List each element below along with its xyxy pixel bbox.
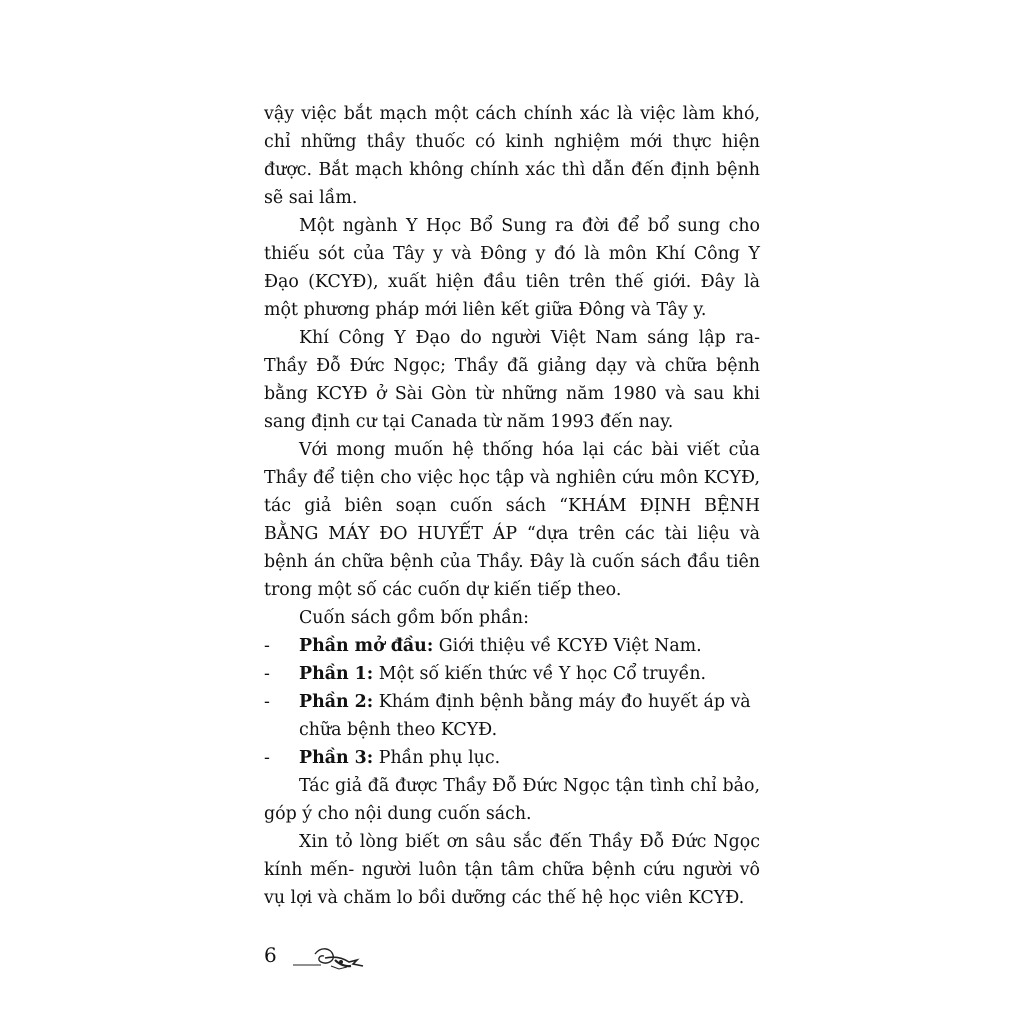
list-item (264, 688, 760, 716)
list-item (264, 660, 760, 688)
text-line: một phương pháp mới liên kết giữa Đông và Tây y. (264, 300, 707, 320)
part-label: Phần mở đầu: (299, 636, 434, 656)
book-page-text (264, 100, 760, 912)
text-line: Một ngành Y Học Bổ Sung ra đời để bổ sung cho (299, 216, 760, 236)
text-line: Khí Công Y Đạo do người Việt Nam sáng lập ra- (299, 328, 760, 348)
text-line: Cuốn sách gồm bốn phần: (299, 608, 529, 628)
part-text: chữa bệnh theo KCYĐ. (299, 720, 498, 740)
list-dash: - (264, 692, 270, 712)
part-text: Một số kiến thức về Y học Cổ truyền. (373, 664, 707, 684)
page-footer (264, 938, 369, 972)
list-item (264, 632, 760, 660)
text-line: góp ý cho nội dung cuốn sách. (264, 804, 532, 824)
text-line: vậy việc bắt mạch một cách chính xác là việc làm khó, (264, 104, 760, 124)
text-line: Xin tỏ lòng biết ơn sâu sắc đến Thầy Đỗ Đức Ngọc (299, 832, 760, 852)
text-line: Tác giả đã được Thầy Đỗ Đức Ngọc tận tình chỉ bảo, (299, 776, 760, 796)
text-line: bệnh án chữa bệnh của Thầy. Đây là cuốn sách đầu tiên (264, 552, 760, 572)
text-line: trong một số các cuốn dự kiến tiếp theo. (264, 580, 622, 600)
list-item (264, 744, 760, 772)
text-line: vụ lợi và chăm lo bồi dưỡng các thế hệ học viên KCYĐ. (264, 888, 745, 908)
list-item-continuation (264, 716, 760, 744)
text-line: được. Bắt mạch không chính xác thì dẫn đến định bệnh (264, 160, 760, 180)
text-line: bằng KCYĐ ở Sài Gòn từ những năm 1980 và sau khi (264, 384, 760, 404)
part-text: Phần phụ lục. (373, 748, 501, 768)
part-label: Phần 1: (299, 664, 374, 684)
text-line: Đạo (KCYĐ), xuất hiện đầu tiên trên thế giới. Đây là (264, 272, 760, 292)
text-line: BẰNG MÁY ĐO HUYẾT ÁP “dựa trên các tài liệu và (264, 524, 760, 544)
part-text: Giới thiệu về KCYĐ Việt Nam. (433, 636, 702, 656)
text-line: sang định cư tại Canada từ năm 1993 đến nay. (264, 412, 674, 432)
decorative-ornament-icon (291, 940, 369, 970)
text-line: Thầy để tiện cho việc học tập và nghiên cứu môn KCYĐ, (264, 468, 760, 488)
part-label: Phần 2: (299, 692, 374, 712)
text-line: chỉ những thầy thuốc có kinh nghiệm mới thực hiện (264, 132, 760, 152)
list-dash: - (264, 748, 270, 768)
part-label: Phần 3: (299, 748, 374, 768)
text-line: thiếu sót của Tây y và Đông y đó là môn Khí Công Y (264, 244, 760, 264)
page-number: 6 (264, 943, 277, 967)
list-dash: - (264, 636, 270, 656)
text-line: tác giả biên soạn cuốn sách “KHÁM ĐỊNH BỆNH (264, 496, 760, 516)
list-dash: - (264, 664, 270, 684)
text-line: Với mong muốn hệ thống hóa lại các bài viết của (299, 440, 760, 460)
text-line: Thầy Đỗ Đức Ngọc; Thầy đã giảng dạy và chữa bệnh (264, 356, 760, 376)
part-text: Khám định bệnh bằng máy đo huyết áp và (373, 692, 751, 712)
text-line: sẽ sai lầm. (264, 188, 358, 208)
text-line: kính mến- người luôn tận tâm chữa bệnh cứu người vô (264, 860, 760, 880)
